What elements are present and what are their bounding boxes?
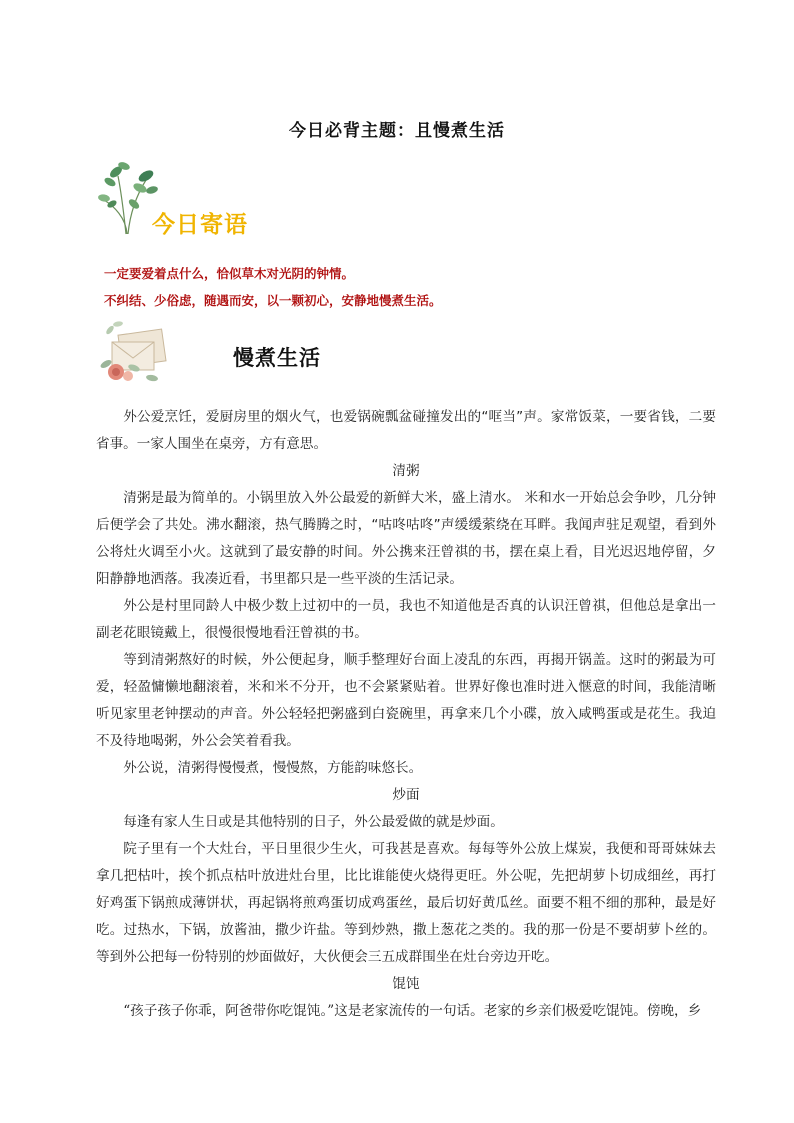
plant-illustration — [96, 156, 160, 236]
document-title: 今日必背主题：且慢煮生活 — [289, 121, 505, 141]
section-heading-article: 慢煮生活 — [233, 346, 321, 370]
floral-envelope-illustration — [98, 318, 172, 386]
subheading: 馄饨 — [392, 976, 420, 992]
paragraph: 外公是村里同龄人中极少数上过初中的一员，我也不知道他是否真的认识汪曾祺，但他总是拿出一副老花眼镜戴上，很慢很慢地看汪曾祺的书。 — [96, 598, 716, 641]
subheading: 清粥 — [392, 463, 420, 479]
subheading: 炒面 — [392, 787, 420, 803]
paragraph: “孩子孩子你乖，阿爸带你吃馄饨。”这是老家流传的一句话。老家的乡亲们极爱吃馄饨。傍晚，乡 — [123, 1003, 702, 1019]
quote-line: 不纠结、少俗虑，随遇而安，以一颗初心，安静地慢煮生活。 — [104, 293, 442, 308]
section-heading-message: 今日寄语 — [152, 212, 248, 238]
paragraph: 等到清粥熬好的时候，外公便起身，顺手整理好台面上凌乱的东西，再揭开锅盖。这时的粥最为可爱，轻盈慵懒地翻滚着，米和米不分开，也不会紧紧贴着。世界好像也准时进入惬意的时间，我能清晰听见家里老钟摆动的声音。外公轻轻把粥盛到白瓷碗里，再拿来几个小碟，放入咸鸭蛋或是花生。我迫不及待地喝粥，外公会笑着看我。 — [96, 652, 716, 749]
quote-line: 一定要爱着点什么，恰似草木对光阴的钟情。 — [104, 266, 355, 281]
paragraph: 外公爱烹饪，爱厨房里的烟火气，也爱锅碗瓢盆碰撞发出的“哐当”声。家常饭菜，一要省钱，二要省事。一家人围坐在桌旁，方有意思。 — [96, 409, 716, 452]
paragraph: 每逢有家人生日或是其他特别的日子，外公最爱做的就是炒面。 — [123, 814, 504, 830]
paragraph: 清粥是最为简单的。小锅里放入外公最爱的新鲜大米，盛上清水。 米和水一开始总会争吵，几分钟后便学会了共处。沸水翻滚，热气腾腾之时，“咕咚咕咚”声缓缓萦绕在耳畔。我闻声驻足观望，看到外公将灶火调至小火。这就到了最安静的时间。外公携来汪曾祺的书，摆在桌上看，目光迟迟地停留，夕阳静静地洒落。我凑近看，书里都只是一些平淡的生活记录。 — [96, 490, 716, 587]
paragraph: 外公说，清粥得慢慢煮，慢慢熬，方能韵味悠长。 — [123, 760, 423, 776]
paragraph: 院子里有一个大灶台，平日里很少生火，可我甚是喜欢。每每等外公放上煤炭，我便和哥哥妹妹去拿几把枯叶，挨个抓点枯叶放进灶台里，比比谁能使火烧得更旺。外公呢，先把胡萝卜切成细丝，再打好鸡蛋下锅煎成薄饼状，再起锅将煎鸡蛋切成鸡蛋丝，最后切好黄瓜丝。面要不粗不细的那种，最是好吃。过热水，下锅，放酱油，撒少许盐。等到炒熟，撒上葱花之类的。我的那一份是不要胡萝卜丝的。等到外公把每一份特别的炒面做好，大伙便会三五成群围坐在灶台旁边开吃。 — [96, 841, 716, 965]
article-body — [96, 404, 716, 1025]
